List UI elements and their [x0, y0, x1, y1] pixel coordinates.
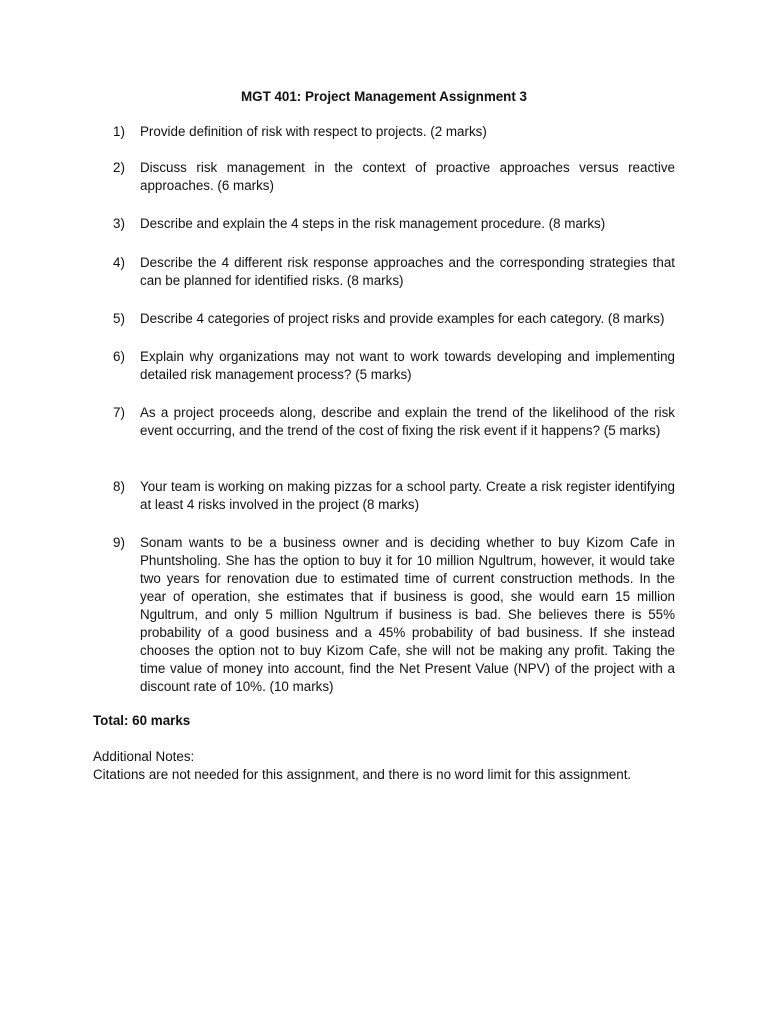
question-text: As a project proceeds along, describe and explain the trend of the likelihood of the risk event occurring, and the trend of the cost of fixing the risk event if it happens? (5 marks) [140, 405, 675, 438]
question-item [113, 534, 675, 696]
question-text: Explain why organizations may not want to work towards developing and implementing detailed risk management process? (5 marks) [140, 349, 675, 382]
question-text: Provide definition of risk with respect to projects. (2 marks) [140, 124, 487, 139]
question-text: Describe 4 categories of project risks and provide examples for each category. (8 marks) [140, 311, 665, 326]
question-text: Your team is working on making pizzas for a school party. Create a risk register identifying at least 4 risks involved in the project (8 marks) [140, 479, 675, 512]
question-number: 1) [113, 124, 125, 139]
question-text: Sonam wants to be a business owner and is deciding whether to buy Kizom Cafe in Phuntsholing. She has the option to buy it for 10 million Ngultrum, however, it would take two years for renovation due to estimated time of current construction methods. In the year of operation, she estimates that if business is good, she would earn 15 million Ngultrum, and only 5 million Ngultrum if business is bad. She believes there is 55% probability of a good business and a 45% probability of bad business. If she instead chooses the option not to buy Kizom Cafe, she will not be making any profit. Taking the time value of money into account, find the Net Present Value (NPV) of the project with a discount rate of 10%. (10 marks) [140, 535, 675, 694]
question-item [113, 310, 675, 328]
question-item [113, 254, 675, 290]
question-item [113, 404, 675, 440]
question-item [113, 159, 675, 195]
question-number: 6) [113, 349, 125, 364]
question-text: Describe the 4 different risk response approaches and the corresponding strategies that can be planned for identified risks. (8 marks) [140, 255, 675, 288]
page-title: MGT 401: Project Management Assignment 3 [241, 89, 527, 104]
question-number: 5) [113, 311, 125, 326]
total-marks: Total: 60 marks [93, 713, 191, 728]
question-number: 2) [113, 160, 125, 175]
question-text: Describe and explain the 4 steps in the risk management procedure. (8 marks) [140, 216, 606, 231]
question-number: 7) [113, 405, 125, 420]
notes-heading: Additional Notes: [93, 749, 195, 764]
question-item [113, 123, 675, 141]
notes-text: Citations are not needed for this assignment, and there is no word limit for this assignment. [93, 767, 632, 782]
question-number: 8) [113, 479, 125, 494]
question-item [113, 215, 675, 233]
question-text: Discuss risk management in the context of proactive approaches versus reactive approaches. (6 marks) [140, 160, 675, 193]
question-number: 9) [113, 535, 125, 550]
additional-notes [93, 748, 631, 784]
question-item [113, 348, 675, 384]
question-number: 3) [113, 216, 125, 231]
question-number: 4) [113, 255, 125, 270]
question-item [113, 478, 675, 514]
